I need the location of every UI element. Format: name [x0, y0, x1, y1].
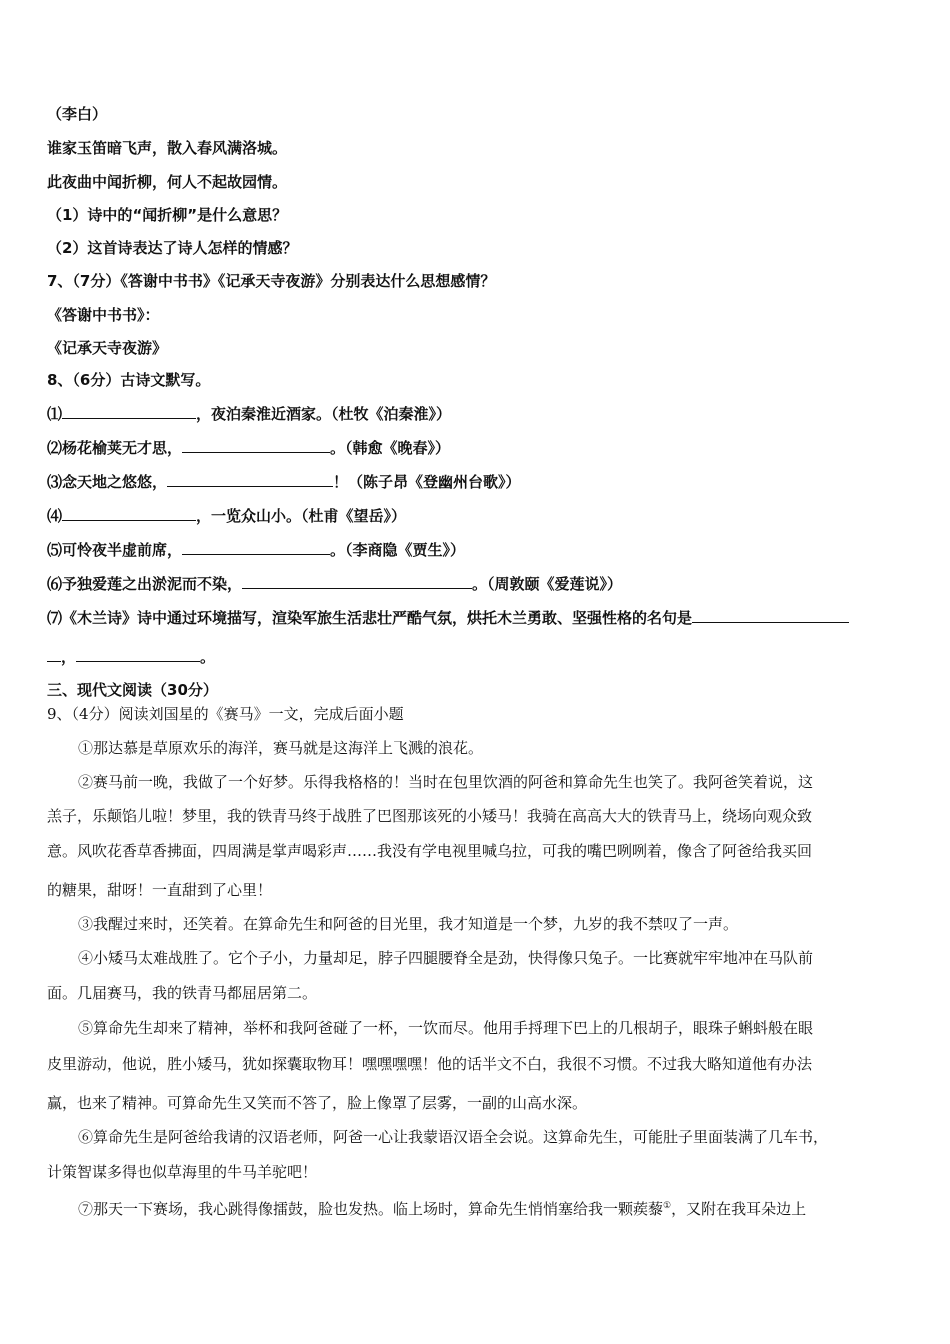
q8-stem: 8、（6分）古诗文默写。	[47, 371, 211, 389]
q7-answer-1-label: 《答谢中书书》：	[47, 306, 160, 324]
q8-item-7-comma: ，	[61, 648, 77, 666]
q8-item-6-suffix: 。（周敦颐《爱莲说》）	[472, 575, 623, 593]
q8-item-1-prefix: ⑴	[47, 405, 63, 423]
q9-stem: 9、（4分）阅读刘国星的《赛马》一文，完成后面小题	[47, 705, 404, 723]
q8-item-2	[47, 437, 450, 458]
poem-question-1: （1）诗中的“闻折柳”是什么意思？	[47, 206, 288, 224]
passage-paragraph-4-line: ④小矮马太难战胜了。它个子小，力量却足，脖子四腿腰脊全是劲，快得像只兔子。一比赛就牢牢地冲在马队前	[78, 949, 814, 967]
q8-item-4	[47, 505, 406, 526]
q8-item-4-suffix: ，一览众山小。（杜甫《望岳》）	[196, 507, 407, 525]
answer-blank[interactable]	[62, 403, 196, 419]
q8-item-3	[47, 471, 521, 492]
passage-paragraph-7-line	[78, 1196, 806, 1219]
passage-paragraph-5-line: 皮里游动，他说，胜小矮马，犹如探囊取物耳！嘿嘿嘿嘿！他的话半文不白，我很不习惯。不过我大略知道他有办法	[47, 1055, 813, 1073]
answer-blank[interactable]	[242, 573, 472, 589]
passage-paragraph-2-line: 意。风吹花香草香拂面，四周满是掌声喝彩声……我没有学电视里喊乌拉，可我的嘴巴咧咧着，像含了阿爸给我买回	[47, 842, 813, 860]
q8-item-7-continued	[47, 646, 215, 667]
q8-item-7-end: 。	[200, 648, 216, 666]
passage-paragraph-1: ①那达慕是草原欢乐的海洋，赛马就是这海洋上飞溅的浪花。	[78, 739, 484, 757]
q8-item-5-suffix: 。（李商隐《贾生》）	[330, 541, 466, 559]
passage-paragraph-6-line: 计策智谋多得也似草海里的牛马羊驼吧！	[47, 1163, 318, 1181]
q8-item-2-prefix: ⑵杨花榆荚无才思，	[47, 439, 183, 457]
q8-item-4-prefix: ⑷	[47, 507, 63, 525]
answer-blank[interactable]	[47, 646, 61, 662]
passage-paragraph-3: ③我醒过来时，还笑着。在算命先生和阿爸的目光里，我才知道是一个梦，九岁的我不禁叹了一声。	[78, 915, 739, 933]
q8-item-5	[47, 539, 465, 560]
q8-item-7-prefix: ⑺《木兰诗》诗中通过环境描写，渲染军旅生活悲壮严酷气氛，烘托木兰勇敢、坚强性格的名句是	[47, 609, 693, 627]
answer-blank[interactable]	[62, 505, 196, 521]
answer-blank[interactable]	[182, 539, 330, 555]
q7-stem: 7、（7分）《答谢中书书》《记承天寺夜游》分别表达什么思想感情？	[47, 272, 496, 290]
q8-item-3-suffix: ！（陈子昂《登幽州台歌》）	[333, 473, 521, 491]
answer-blank[interactable]	[182, 437, 330, 453]
q8-item-1-suffix: ，夜泊秦淮近酒家。（杜牧《泊秦淮》）	[196, 405, 452, 423]
passage-paragraph-2-line: 的糖果，甜呀！一直甜到了心里！	[47, 881, 273, 899]
passage-paragraph-6-line: ⑥算命先生是阿爸给我请的汉语老师，阿爸一心让我蒙语汉语全会说。这算命先生，可能肚子里面装满了几车书，	[78, 1128, 829, 1146]
poem-author: （李白）	[47, 105, 108, 123]
passage-paragraph-2-line: ②赛马前一晚，我做了一个好梦。乐得我格格的！当时在包里饮酒的阿爸和算命先生也笑了。我阿爸笑着说，这	[78, 773, 814, 791]
q8-item-6	[47, 573, 622, 594]
q8-item-1	[47, 403, 451, 424]
q7-answer-2-label: 《记承天寺夜游》	[47, 339, 168, 357]
answer-blank[interactable]	[692, 607, 849, 623]
q8-item-7	[47, 607, 849, 628]
footnote-marker: ①	[663, 1201, 672, 1211]
passage-paragraph-2-line: 羔子，乐颠馅儿啦！梦里，我的铁青马终于战胜了巴图那该死的小矮马！我骑在高高大大的铁青马上，绕场向观众致	[47, 807, 813, 825]
passage-paragraph-4-line: 面。几届赛马，我的铁青马都屈居第二。	[47, 984, 318, 1002]
passage-paragraph-5-line: ⑤算命先生却来了精神，举杯和我阿爸碰了一杯，一饮而尽。他用手捋理下巴上的几根胡子，眼珠子蝌蚪般在眼	[78, 1019, 814, 1037]
passage-paragraph-7-text-cont: ，又附在我耳朵边上	[671, 1200, 807, 1218]
poem-question-2: （2）这首诗表达了诗人怎样的情感？	[47, 239, 298, 257]
section-3-heading: 三、现代文阅读（30分）	[47, 681, 218, 699]
poem-line-2: 此夜曲中闻折柳，何人不起故园情。	[47, 173, 288, 191]
answer-blank[interactable]	[167, 471, 333, 487]
q8-item-3-prefix: ⑶念天地之悠悠，	[47, 473, 168, 491]
q8-item-5-prefix: ⑸可怜夜半虚前席，	[47, 541, 183, 559]
passage-paragraph-5-line: 赢，也来了精神。可算命先生又笑而不答了，脸上像罩了层雾，一副的山高水深。	[47, 1094, 588, 1112]
passage-paragraph-7-text: ⑦那天一下赛场，我心跳得像擂鼓，脸也发热。临上场时，算命先生悄悄塞给我一颗蒺藜	[78, 1200, 664, 1218]
q8-item-2-suffix: 。（韩愈《晚春》）	[330, 439, 451, 457]
answer-blank[interactable]	[76, 646, 200, 662]
q8-item-6-prefix: ⑹予独爱莲之出淤泥而不染，	[47, 575, 243, 593]
poem-line-1: 谁家玉笛暗飞声，散入春风满洛城。	[47, 139, 288, 157]
